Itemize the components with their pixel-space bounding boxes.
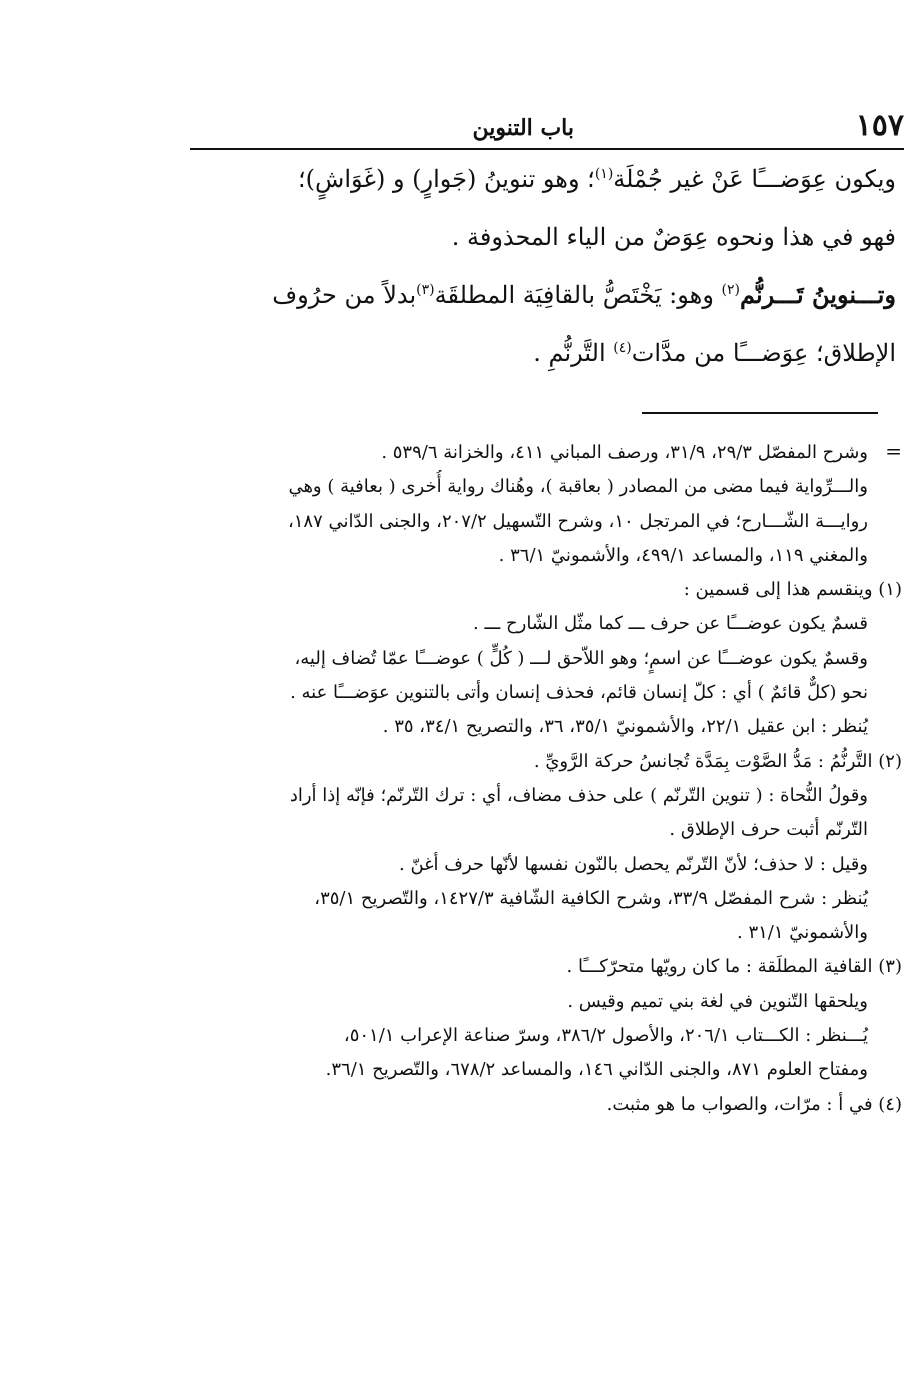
footnote-line xyxy=(190,813,902,847)
footnote-text: روايـــة الشّـــارح؛ في المرتجل ١٠، وشرح التّسهيل ٢٠٧/٢، والجنى الدّاني ١٨٧، xyxy=(287,510,868,532)
footnote-1-start xyxy=(190,573,902,607)
footnote-line xyxy=(190,1053,902,1087)
page-header xyxy=(190,108,904,150)
footnote-line xyxy=(190,607,902,641)
footnote-ref-2: (٢) xyxy=(721,282,741,298)
footnote-4-start xyxy=(190,1088,902,1122)
footnote-text: ويلحقها التّنوين في لغة بني تميم وقيس . xyxy=(567,990,868,1012)
footnote-text: يُنظر : شرح المفصّل ٣٣/٩، وشرح الكافية الشّافية ١٤٢٧/٣، والتّصريح ٣٥/١، xyxy=(314,887,868,909)
footnote-line xyxy=(190,985,902,1019)
term-heading: وتـــنوينُ تَـــرنُّم xyxy=(740,280,896,309)
footnote-text: وقولُ النُّحاة : ( تنوين التّرنّم ) على حذف مضاف، أي : ترك التّرنّم؛ فإنّه إذا أراد xyxy=(289,784,868,806)
footnote-line xyxy=(190,710,902,744)
footnote-text: والمغني ١١٩، والمساعد ٤٩٩/١، والأشمونيّ ٣٦/١ . xyxy=(498,544,868,566)
footnote-ref-3: (٣) xyxy=(416,282,435,298)
footnote-line xyxy=(190,505,902,539)
footnote-line xyxy=(190,848,902,882)
footnote-text: وقسمٌ يكون عوضـــًا عن اسمٍ؛ وهو اللاّحق لـــ ( كُلٍّ ) عوضـــًا عمّا تُضاف إليه، xyxy=(294,647,868,669)
footnote-text: وشرح المفصّل ٢٩/٣، ٣١/٩، ورصف المباني ٤١١، والخزانة ٥٣٩/٦ . xyxy=(381,442,868,463)
chapter-title: باب التنوين xyxy=(472,115,574,141)
main-text-segment: وهو: يَخْتَصُّ بالقافِيَة المطلقَة xyxy=(434,281,722,309)
footnote-line xyxy=(190,916,902,950)
footnote-text: وقيل : لا حذف؛ لأنّ التّرنّم يحصل بالنّون نفسها لأنّها حرف أغنّ . xyxy=(399,853,868,875)
main-line-4 xyxy=(190,324,896,382)
footnote-2-start xyxy=(190,745,902,779)
footnote-text: يُـــنظر : الكـــتاب ٢٠٦/١، والأصول ٣٨٦/٢، وسرّ صناعة الإعراب ٥٠١/١، xyxy=(343,1025,868,1047)
footnote-line xyxy=(190,676,902,710)
footnote-line xyxy=(190,470,902,504)
footnote-line xyxy=(190,539,902,573)
continuation-marker: = xyxy=(885,439,902,463)
footnote-text: قسمٌ يكون عوضـــًا عن حرف ـــ كما مثّل الشّارح ـــ . xyxy=(473,613,868,635)
main-text-segment: ويكون عِوَضـــًا عَنْ غير جُمْلَة xyxy=(613,165,896,193)
footnotes xyxy=(190,434,902,1122)
footnote-ref-4: (٤) xyxy=(613,340,632,356)
footnote-text: (٣) القافية المطلَقة : ما كان رويّها متحرّكـــًا . xyxy=(566,956,902,978)
main-line-2 xyxy=(190,208,896,266)
main-text-segment: فهو في هذا ونحوه عِوَضٌ من الياء المحذوفة . xyxy=(451,223,896,251)
main-text xyxy=(190,150,896,382)
footnote-text: التّرنّم أثبت حرف الإطلاق . xyxy=(669,819,868,841)
main-line-1 xyxy=(190,150,896,208)
footnote-line xyxy=(190,882,902,916)
footnote-text: نحو (كلٌّ قائمٌ ) أي : كلّ إنسان قائم، فحذف إنسان وأتى بالتنوين عوَضـــًا عنه . xyxy=(290,682,868,704)
footnote-separator xyxy=(642,412,878,414)
main-text-segment: الإطلاق؛ عِوَضـــًا من مدَّات xyxy=(631,339,896,367)
footnote-text: يُنظر : ابن عقيل ٢٢/١، والأشمونيّ ٣٥/١، ٣٦، والتصريح ٣٤/١، ٣٥ . xyxy=(382,716,868,738)
footnote-text: (٤) في أ : مرّات، والصواب ما هو مثبت. xyxy=(606,1093,902,1115)
main-text-segment: بدلاً من حرُوف xyxy=(272,281,417,309)
main-line-3 xyxy=(190,266,896,324)
footnote-line xyxy=(190,642,902,676)
footnote-text: (٢) التَّرنُّمُ : مَدُّ الصَّوْت بِمَدَّة تُجانسُ حركة الرَّويِّ . xyxy=(533,750,902,772)
footnote-text: ومفتاح العلوم ٨٧١، والجنى الدّاني ١٤٦، والمساعد ٦٧٨/٢، والتّصريح ٣٦/١. xyxy=(325,1059,868,1081)
main-text-segment: ؛ وهو تنوينُ (جَوارٍ) و (غَوَاشٍ)؛ xyxy=(298,165,595,193)
footnote-text: والأشمونيّ ٣١/١ . xyxy=(736,922,868,944)
footnote-line xyxy=(190,779,902,813)
footnote-ref-1: (١) xyxy=(594,166,614,182)
footnote-line xyxy=(190,434,902,470)
footnote-line xyxy=(190,1019,902,1053)
footnote-text: (١) وينقسم هذا إلى قسمين : xyxy=(683,579,902,601)
page-number: ١٥٧ xyxy=(855,108,904,143)
footnote-3-start xyxy=(190,950,902,984)
footnote-text: والـــرِّواية فيما مضى من المصادر ( بعاقبة )، وهُناك رواية أُخرى ( بعافية ) وهي xyxy=(288,476,868,498)
main-text-segment: التَّرنُّمِ . xyxy=(533,339,614,367)
